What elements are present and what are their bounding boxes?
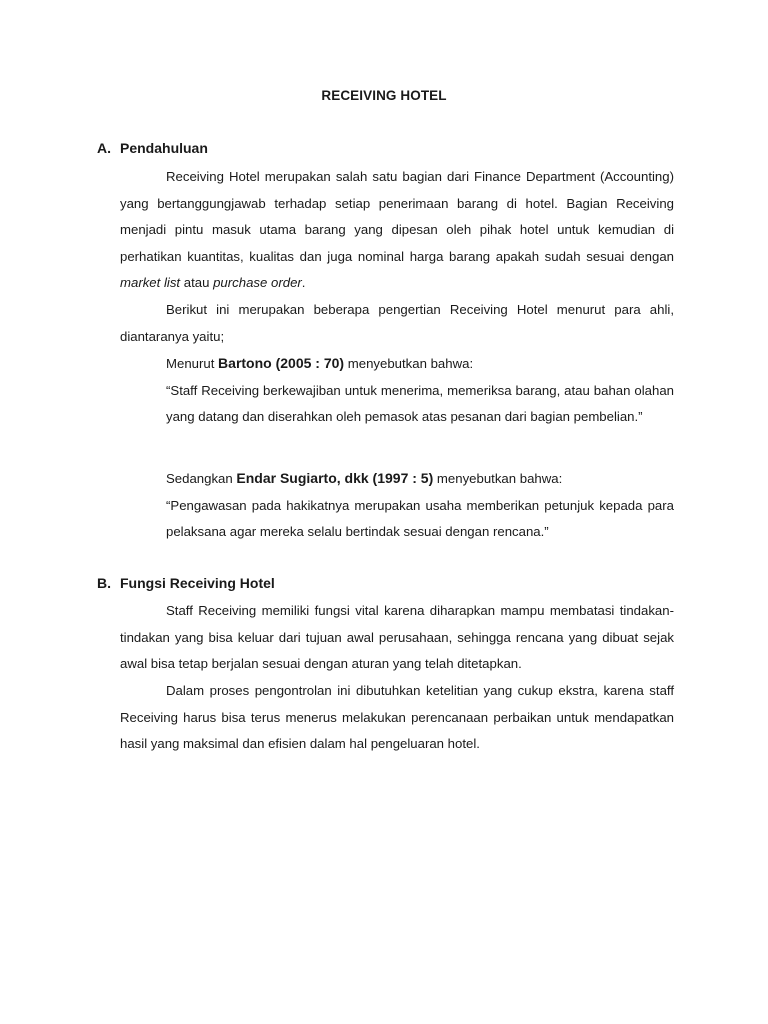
reference-endar [166, 465, 674, 546]
p1-term-market-list: market list [120, 275, 181, 291]
ref2-prefix: Sedangkan [166, 471, 237, 486]
section-b-paragraph-1: Staff Receiving memiliki fungsi vital karena diharapkan mampu membatasi tindakan-tindakan yang bisa keluar dari tujuan awal perusahaan, sehingga rencana yang dibuat sejak awal bisa tetap berjalan sesuai dengan aturan yang telah ditetapkan. [120, 603, 674, 672]
document-title: RECEIVING HOTEL [321, 88, 447, 103]
section-b-title: Fungsi Receiving Hotel [120, 575, 275, 591]
ref2-suffix: menyebutkan bahwa: [433, 471, 563, 486]
p1-end: . [301, 275, 306, 291]
reference-bartono [166, 350, 674, 431]
p1-text: Receiving Hotel merupakan salah satu bagian dari Finance Department (Accounting) yang bertanggungjawab terhadap setiap penerimaan barang di hotel. Bagian Receiving menjadi pintu masuk utama barang yang dipesan oleh pihak hotel untuk kemudian di perhatikan kuantitas, kualitas dan juga nominal harga barang apakah sudah sesuai dengan [120, 169, 674, 264]
ref1-author: Bartono (2005 : 70) [218, 355, 345, 371]
ref1-suffix: menyebutkan bahwa: [344, 356, 474, 371]
reference-endar-intro [166, 465, 674, 493]
section-b-paragraph-2: Dalam proses pengontrolan ini dibutuhkan ketelitian yang cukup ekstra, karena staff Receiving harus bisa terus menerus melakukan perencanaan perbaikan untuk mendapatkan hasil yang maksimal dan efisien dalam hal pengeluaran hotel. [120, 683, 674, 752]
section-a-title: Pendahuluan [120, 140, 208, 156]
section-a-paragraph-2: Berikut ini merupakan beberapa pengertian Receiving Hotel menurut para ahli, diantaranya yaitu; [120, 302, 674, 344]
reference-bartono-intro [166, 350, 674, 378]
ref2-author: Endar Sugiarto, dkk (1997 : 5) [236, 470, 434, 486]
section-a-paragraph-1 [120, 164, 674, 297]
section-b-heading [97, 575, 275, 591]
reference-bartono-quote: “Staff Receiving berkewajiban untuk menerima, memeriksa barang, atau bahan olahan yang datang dan diserahkan oleh pemasok atas pesanan dari bagian pembelian.” [166, 382, 674, 425]
p1-connector: atau [180, 275, 214, 291]
reference-endar-quote: “Pengawasan pada hakikatnya merupakan usaha memberikan petunjuk kepada para pelaksana agar mereka selalu bertindak sesuai dengan rencana.” [166, 497, 674, 540]
section-a-number: A. [97, 140, 111, 156]
ref1-prefix: Menurut [166, 356, 219, 371]
section-a-heading [97, 140, 208, 156]
p1-term-purchase-order: purchase order [213, 275, 302, 291]
section-b-number: B. [97, 575, 111, 591]
